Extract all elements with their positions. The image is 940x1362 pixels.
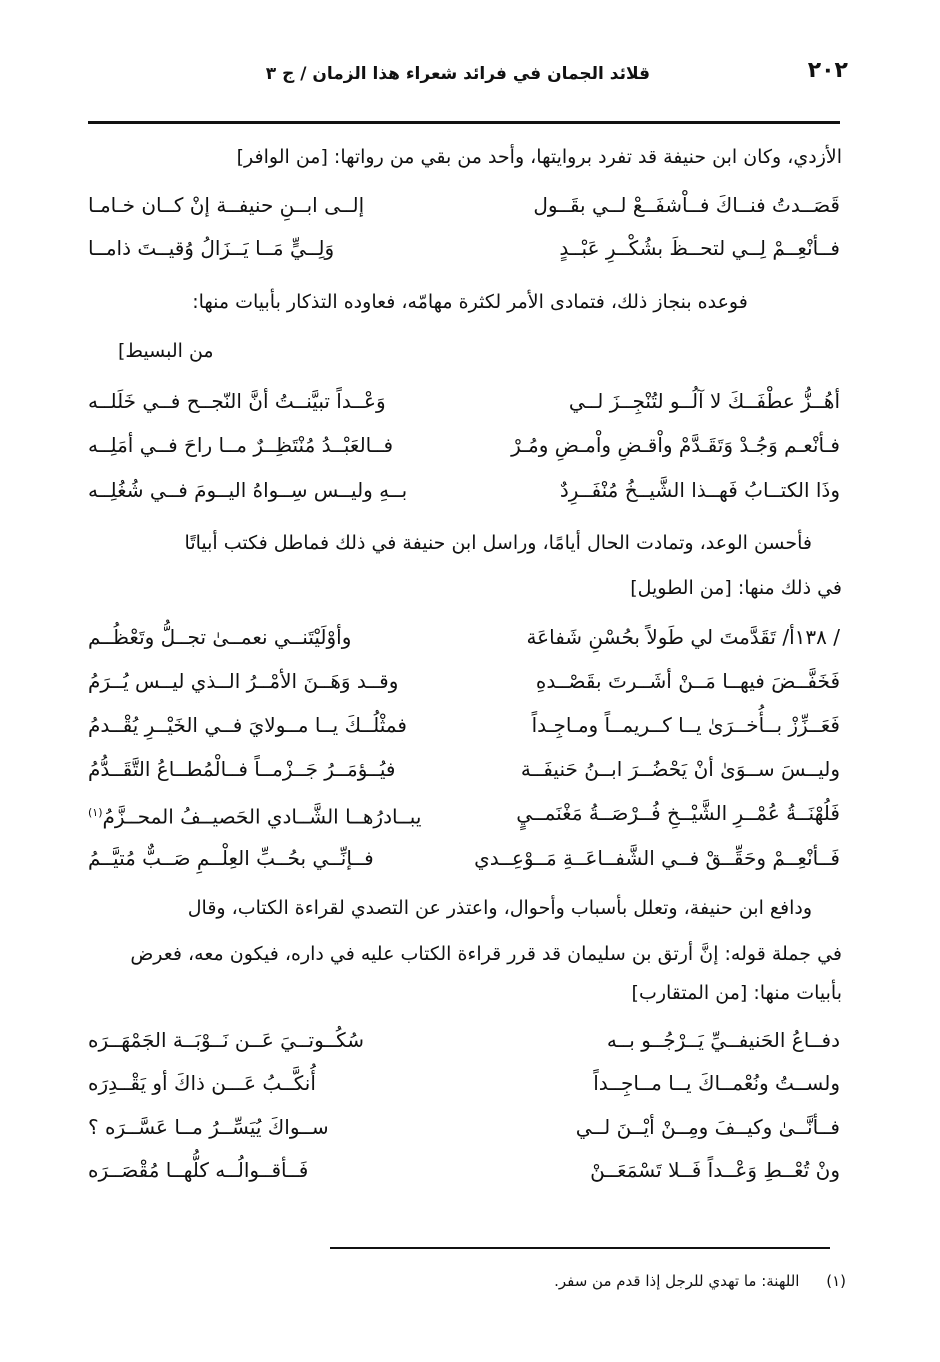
verse-line xyxy=(88,188,840,222)
verse-second-hemistich: فــإنِّــي بحُــبِّ العِلْــمِ صَــبٌّ مُتيَّــمُ xyxy=(88,846,374,870)
paragraph-line: في ذلك منها: [من الطويل] xyxy=(630,577,842,599)
footnote-rule xyxy=(330,1247,830,1249)
footnote-text: اللهنة: ما تهدي للرجل إذا قدم من سفر. xyxy=(554,1272,800,1290)
verse-second-hemistich: فــالعَبْــدُ مُنْتَظِــرٌ مــا راحَ فــي أمَلِــه xyxy=(88,433,394,457)
manuscript-folio-marker: / ١٣٨أ/ xyxy=(782,625,840,649)
paragraph-line: بأبيات منها: [من المتقارب] xyxy=(631,982,842,1004)
verse-line xyxy=(88,841,840,875)
verse-first-hemistich: فَــأنْعِــمْ وحَقِّــقْ فــي الشَّفــاعَــةِ مَــوْعِــدي xyxy=(474,846,840,870)
meter-label: من البسيط] xyxy=(118,340,214,362)
verse-second-hemistich: فيُــؤمَــرُ جَــزْمــاً فــالْمُطــاعُ التَّقَــدُّمُ xyxy=(88,757,396,781)
footnote-number: (١) xyxy=(826,1272,846,1290)
verse-first-hemistich: فَعَــزِّزْ بــأُخــرَىٰ يــا كــريمــاً ومـاجِـداً xyxy=(531,713,840,737)
verse-first-hemistich: قَصَــدتُ فنــاكَ فــاْشفَــعْ لــي بقَــول xyxy=(533,193,840,217)
paragraph-line: فوعده بنجاز ذلك، فتمادى الأمر لكثرة مهامّه، فعاوده التذكار بأبيات منها: xyxy=(192,291,748,313)
verse-second-hemistich: ســواكَ يُيَسِّــرُ مــا عَسَّــرَه ؟ xyxy=(88,1115,329,1139)
verse-first-hemistich: فـأنْعـم وَجُـدْ وَتَقَـدَّمْ واْقـضِ واْمـضِ ومُـرْ xyxy=(511,433,840,457)
verse-second-hemistich: أُنكَّــبُ عَـــن ذاكَ أو يَقْــدِرَه xyxy=(88,1071,316,1095)
verse-first-hemistich: وذَا الكتــابُ فَهــذا الشَّيــخُ مُنْفَــرِدٌ xyxy=(559,478,840,502)
verse-line xyxy=(88,473,840,507)
verse-first-hemistich: فــأنَّــىٰ وكيــفَ ومِــنْ أيْــنَ لــي xyxy=(575,1115,840,1139)
verse-line xyxy=(88,1110,840,1144)
header-rule xyxy=(88,121,840,124)
verse-first-hemistich: فَخَفَّــضَ فيهــا مَــنْ أشَــرتَ بقَصْــدهِ xyxy=(535,669,840,693)
paragraph-line: الأزدي، وكان ابن حنيفة قد تفرد بروايتها، وأحد من بقي من رواتها: [من الوافر] xyxy=(236,146,842,168)
verse-second-hemistich: وأوْلَيْتَنــي نعمــىٰ تجــلُّ وتَعْظُــم xyxy=(88,625,352,649)
verse-second-hemistich: فمثْلُــكَ يــا مــولايَ فــي الخَيْــرِ يُقْــدمُ xyxy=(88,713,407,737)
verse-text: يبــادرُهــا الشَّــادي الحَصيــفُ المحــزَّمُ xyxy=(102,804,422,829)
verse-second-hemistich: وَعْــداً تبيَّنــتُ أنَّ النّجــح فــي خَلَلــه xyxy=(88,389,386,413)
verse-second-hemistich: فَــأقــوالُــه كلُّهــا مُقْصَــرَه xyxy=(88,1158,309,1182)
verse-line xyxy=(88,664,840,698)
verse-line xyxy=(88,1023,840,1057)
verse-second-hemistich: إلــى ابــنِ حنيفــة إنْ كــان خـامـا xyxy=(88,193,365,217)
verse-line xyxy=(88,384,840,418)
verse-line xyxy=(88,620,840,654)
verse-first-hemistich xyxy=(490,620,840,654)
verse-line xyxy=(88,752,840,786)
verse-second-hemistich: وَلِــيٍّ مَــا يَــزَالُ وُقيــتَ ذامــا xyxy=(88,236,335,260)
verse-second-hemistich: وقــد وَهَــنَ الأمْــرُ الــذي ليــس يُــرَمُ xyxy=(88,669,399,693)
verse-first-hemistich: ونْ تُعْــطِ وَعْــداً فَــلا تَسْمَعَــنْ xyxy=(590,1158,840,1182)
paragraph-line: ودافع ابن حنيفة، وتعلل بأسباب وأحوال، واعتذر عن التصدي لقراءة الكتاب، وقال xyxy=(187,897,812,919)
verse-first-hemistich: وليــسَ ســوَىٰ أنْ يَحْضُــرَ ابــنُ حَنيفَــة xyxy=(520,757,840,781)
verse-first-hemistich: أهُــزُّ عطْفَــكَ لا آلُــو لتُنْجِــزَ لــي xyxy=(568,389,840,413)
verse-line xyxy=(88,1153,840,1187)
verse-line xyxy=(88,1066,840,1100)
verse-first-hemistich: ولســتُ ونُعْمــاكَ يــا مــاجِــداً xyxy=(593,1071,840,1095)
verse-line xyxy=(88,428,840,462)
verse-second-hemistich: سُكُــوتــيَ عَــن نَــوْبَــة الجَمْهَــرَه xyxy=(88,1028,364,1052)
verse-second-hemistich: بــهِ وليــس سِــواهُ اليــومَ فــي شُغُلِــه xyxy=(88,478,408,502)
verse-line xyxy=(88,231,840,265)
paragraph-line: في جملة قوله: إنَّ أرتق بن سليمان قد قرر قراءة الكتاب عليه في داره، فيكون معه، فعرض xyxy=(130,943,842,965)
verse-first-hemistich: فــأنْعِــمْ لِــي لتحــظَ بشُكْــرِ عَبْــدٍ xyxy=(559,236,840,260)
verse-second-hemistich xyxy=(88,796,448,834)
paragraph-line: فأحسن الوعد، وتمادت الحال أيامًا، وراسل ابن حنيفة في ذلك فماطل فكتب أبياتًا xyxy=(184,532,812,554)
verse-text: تَقَدَّمتَ لي طَولاً بحُسْنِ شَفاعَة xyxy=(526,625,776,649)
footnote xyxy=(554,1272,846,1290)
verse-line xyxy=(88,796,840,830)
verse-first-hemistich: دفــاعُ الحَنيفــيِّ يَــرْجُــو بــه xyxy=(606,1028,840,1052)
verse-line xyxy=(88,708,840,742)
running-title: قلائد الجمان في فرائد شعراء هذا الزمان / ج ٣ xyxy=(265,64,650,84)
page-number: ٢٠٢ xyxy=(807,58,848,83)
footnote-reference[interactable]: (١) xyxy=(88,806,103,819)
verse-first-hemistich: فَلُهْنَــةُ عُمْــرِ الشَّيْــخِ فُــرْصَــةُ مَغْنَمــيٍ xyxy=(516,801,840,825)
